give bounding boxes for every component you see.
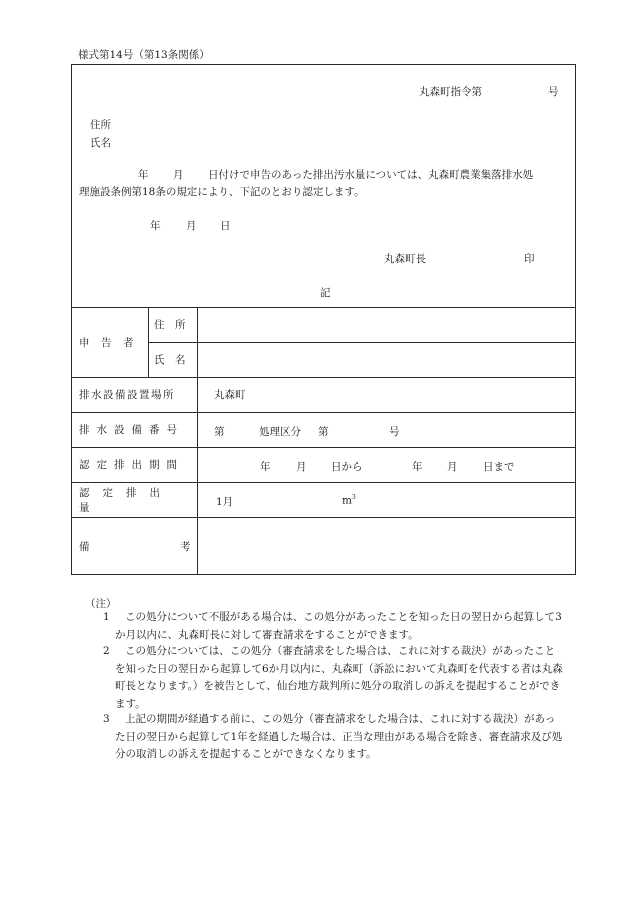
amount-month: 1月 <box>216 496 234 508</box>
note-number: 3 <box>103 713 110 725</box>
declarant-address-label-cell <box>154 307 194 342</box>
number-dai-2: 第 <box>318 426 329 438</box>
issue-year: 年 <box>150 220 161 232</box>
declarant-label-cell <box>79 307 141 377</box>
note-text: この処分について不服がある場合は、この処分があったことを知った日の翌日から起算して3か月以内に、丸森町長に対して審査請求をすることができます。 <box>115 611 562 641</box>
number-label: 排水設備番号 <box>79 424 184 436</box>
declarant-name-label: 氏 名 <box>154 354 186 366</box>
period-year-1: 年 <box>260 461 271 473</box>
seal-mark: 印 <box>524 253 535 265</box>
issue-month: 月 <box>186 220 197 232</box>
name-label: 氏名 <box>90 137 111 149</box>
address-label: 住所 <box>90 119 111 131</box>
remarks-field[interactable] <box>198 518 575 574</box>
amount-unit <box>342 494 356 507</box>
location-label-cell <box>79 377 191 412</box>
notes-heading: （注） <box>85 598 117 610</box>
note-number: 2 <box>103 645 110 657</box>
remarks-label-1: 備 <box>79 541 90 553</box>
body-line2: 理施設条例第18条の規定により、下記のとおり認定します。 <box>79 186 365 198</box>
declarant-name-field[interactable] <box>198 343 575 377</box>
period-from: 日から <box>331 461 363 473</box>
period-to: 日まで <box>483 461 515 473</box>
location-label: 排水設備設置場所 <box>79 389 175 401</box>
declarant-address-label: 住 所 <box>154 319 186 331</box>
location-value-field[interactable] <box>214 377 246 412</box>
period-label-cell <box>79 447 191 482</box>
declarant-name-label-cell <box>154 342 194 377</box>
note-item <box>103 643 563 715</box>
declarant-address-field[interactable] <box>198 308 575 342</box>
amount-unit-base: m <box>342 494 352 507</box>
number-dai: 第 <box>214 426 225 438</box>
form-number-label: 様式第14号（第13条関係） <box>78 49 210 61</box>
period-year-2: 年 <box>412 461 423 473</box>
number-label-cell <box>79 412 191 447</box>
number-kubun: 処理区分 <box>259 426 301 438</box>
declarant-label: 申 告 者 <box>79 336 134 349</box>
body-line1: 日付けで申告のあった排出汚水量については、丸森町農業集落排水処 <box>208 169 534 181</box>
amount-label-cell <box>79 482 191 517</box>
note-text: 上記の期間が経過する前に、この処分（審査請求をした場合は、これに対する裁決）があった日の翌日から起算して1年を経過した場合は、正当な理由がある場合を除き、審査請求及び処分の取消しの訴えを提起することができなくなります。 <box>115 713 563 760</box>
mayor-title: 丸森町長 <box>384 253 426 265</box>
issue-day: 日 <box>220 220 231 232</box>
location-value: 丸森町 <box>214 389 246 401</box>
amount-label: 認定排出量 <box>79 486 173 514</box>
amount-unit-exponent: 3 <box>351 494 356 501</box>
note-text: この処分については、この処分（審査請求をした場合は、これに対する裁決）があったことを知った日の翌日から起算して6か月以内に、丸森町（訴訟において丸森町を代表する者は丸森町長となります。）を被告として、仙台地方裁判所に処分の取消しの訴えを提起することができます。 <box>115 645 563 710</box>
note-number: 1 <box>103 611 110 623</box>
period-label: 認定排出期間 <box>79 459 184 471</box>
period-month-1: 月 <box>296 461 307 473</box>
designation-suffix: 号 <box>548 86 559 98</box>
remarks-label-2: 考 <box>180 541 191 553</box>
note-item <box>103 609 563 645</box>
note-item <box>103 711 563 763</box>
designation-prefix: 丸森町指令第 <box>419 86 482 98</box>
record-heading: 記 <box>320 287 331 299</box>
period-month-2: 月 <box>447 461 458 473</box>
number-go: 号 <box>389 426 400 438</box>
table-rule <box>148 307 149 377</box>
body-year: 年 <box>138 169 149 181</box>
body-month: 月 <box>173 169 184 181</box>
